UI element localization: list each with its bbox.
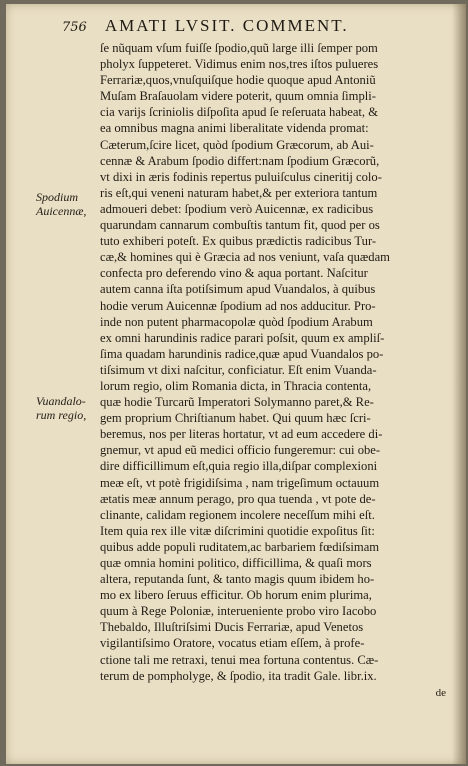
- text-line: admoueri debet: ſpodium verò Auicennæ, ex radicibus: [100, 201, 374, 216]
- text-line: vigilantiſsimo Oratore, vocatus etiam eſſem, à profe-: [100, 636, 365, 651]
- text-line: clinante, calidam regionem incolere neceſſum mihi eſt.: [100, 507, 375, 522]
- text-line: confecta pro deferendo vino & aqua portant. Naſcitur: [100, 266, 368, 281]
- text-line: quum à Rege Poloniæ, interueniente probo viro Iacobo: [100, 604, 377, 619]
- text-line: cennæ & Arabum ſpodio differt:nam ſpodium Græcorũ,: [100, 153, 380, 168]
- text-line: lorum regio, olim Romania dicta, in Thracia contenta,: [100, 378, 372, 393]
- text-line: ea omnibus magna animi liberalitate videnda promat:: [100, 121, 369, 136]
- text-line: Item quia rex ille vitæ diſcrimini quotidie expoſitus ſit:: [100, 523, 375, 538]
- text-line: ætatis meæ annum perago, pro qua tuenda , vt pote de-: [100, 491, 376, 506]
- text-line: Muſam Braſauolam videre poterit, quum omnia ſimpli-: [100, 89, 376, 104]
- margin-note-line: rum regio,: [36, 408, 87, 422]
- margin-note-line: Auicennæ,: [36, 204, 87, 218]
- text-line: ex omni harundinis radice parari poſsit, quum ex ampliſ-: [100, 330, 385, 345]
- text-line: quæ hodie Turcarũ Imperatori Solymanno paret,& Re-: [100, 395, 374, 410]
- catchword: de: [435, 686, 446, 699]
- page-gutter-shadow: [452, 4, 466, 764]
- text-line: autem canna iſta potiſsimum apud Vuandalos, à quibus: [100, 282, 376, 297]
- text-line: tuto exhiberi poteſt. Ex quibus prædictis radicibus Tur-: [100, 234, 377, 249]
- text-line: gem proprium Chriſtianum habet. Qui quum hæc ſcri-: [100, 411, 371, 426]
- text-line: cæ,& homines qui è Græcia ad nos veniunt, vaſa quædam: [100, 250, 390, 265]
- text-line: Cæterum,ſcire licet, quòd ſpodium Græcorum, ab Aui-: [100, 137, 374, 152]
- text-line: quarundam cannarum combuſtis tantum fit, quod per os: [100, 218, 380, 233]
- text-line: tiſsimum vt dixi naſcitur, conficiatur. Eſt enim Vuanda-: [100, 362, 377, 377]
- text-line: mo ex libero ſeruus efficitur. Ob horum enim plurima,: [100, 588, 372, 603]
- text-line: altera, reputanda ſunt, & tanto magis quum ibidem ho-: [100, 572, 375, 587]
- text-line: beremus, nos per literas hortatur, vt ad eum accedere di-: [100, 427, 383, 442]
- margin-note-vuandalorum: [36, 394, 100, 422]
- text-line: cia varijs ſcriniolis diſpoſita apud ſe reſeruata habeat, &: [100, 105, 379, 120]
- text-line: dire difficillimum eſt,quia regio illa,diſpar complexioni: [100, 459, 378, 474]
- text-line: vt dixi in æris fodinis repertus puluiſculus cineritij colo-: [100, 169, 382, 184]
- text-line: ctione tali me retraxi, tenui mea fortuna contentus. Cæ-: [100, 652, 379, 667]
- text-line: terum de pompholyge, & ſpodio, ita tradit Gale. libr.ix.: [100, 668, 377, 683]
- margin-note-line: Vuandalo-: [36, 394, 86, 408]
- page-header: [62, 16, 452, 38]
- text-line: quæ omnia homini politico, difficillima, & quaſi mors: [100, 556, 372, 570]
- body-text: [100, 40, 446, 700]
- text-line: quibus adde populi ruditatem,ac barbariem fœdiſsimam: [100, 539, 380, 554]
- margin-note-line: Spodium: [36, 190, 78, 204]
- running-title: AMATI LVSIT. COMMENT.: [104, 16, 349, 35]
- text-line: inde non putent pharmacopolæ quòd ſpodium Arabum: [100, 314, 373, 329]
- text-line: meæ eſt, vt potè frigidiſsima , nam trigeſimum octauum: [100, 475, 380, 490]
- margin-note-spodium: [36, 190, 100, 218]
- text-line: pholyx ſuppeteret. Vidimus enim nos,tres iſtos pulueres: [100, 57, 379, 72]
- book-page: [6, 4, 466, 764]
- text-line: hodie verum Auicennæ ſpodium ad nos adducitur. Pro-: [100, 298, 376, 313]
- text-line: ris eſt,qui veneni naturam habet,& per exteriora tantum: [100, 185, 378, 200]
- text-line: gnemur, vt apud eũ medici officio fungeremur: cui obe-: [100, 443, 381, 458]
- text-line: Thebaldo, Illuſtriſsimi Ducis Ferrariæ, apud Venetos: [100, 620, 364, 635]
- text-line: ſima quadam harundinis radice,quæ apud Vuandalos po-: [100, 346, 384, 361]
- text-line: Ferrariæ,quos,vnuſquiſque hodie quoque apud Antoniũ: [100, 73, 376, 88]
- text-line: ſe nũquam vſum fuiſſe ſpodio,quũ large illi ſemper pom: [100, 41, 378, 55]
- page-number: 756: [62, 20, 87, 35]
